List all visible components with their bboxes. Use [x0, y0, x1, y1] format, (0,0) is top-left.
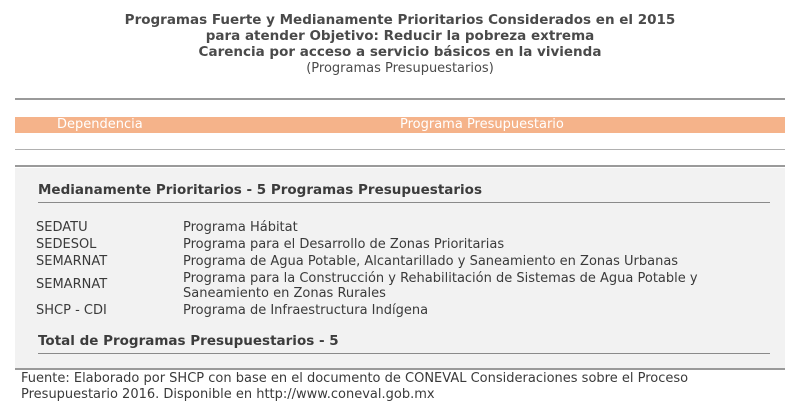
- program-list: [36, 220, 776, 320]
- table-row: [36, 220, 776, 235]
- section-top-divider: [15, 165, 785, 167]
- title-line-3: Carencia por acceso a servicio básicos en la vivienda: [198, 44, 602, 60]
- row-dependencia: SEDATU: [36, 220, 88, 235]
- row-programa: Programa de Agua Potable, Alcantarillado y Saneamiento en Zonas Urbanas: [183, 254, 679, 269]
- header-divider: [15, 149, 785, 150]
- section-panel: [15, 168, 785, 368]
- row-dependencia: SHCP - CDI: [36, 303, 107, 318]
- table-row: [36, 303, 776, 318]
- row-dependencia: SEDESOL: [36, 237, 97, 252]
- title-line-2: para atender Objetivo: Reducir la pobreza extrema: [205, 28, 595, 44]
- row-dependencia: SEMARNAT: [36, 277, 108, 292]
- header-dependencia: Dependencia: [57, 117, 143, 132]
- row-programa: Programa para la Construcción y Rehabilitación de Sistemas de Agua Potable y Saneamiento en Zonas Rurales: [183, 271, 698, 301]
- table-row: [36, 271, 776, 301]
- table-row: [36, 237, 776, 252]
- row-programa: Programa para el Desarrollo de Zonas Prioritarias: [183, 237, 505, 252]
- bottom-divider: [15, 368, 785, 370]
- source-note: Fuente: Elaborado por SHCP con base en el documento de CONEVAL Consideraciones sobre el Proceso Presupuestario 2016. Disponible en http://www.coneval.gob.mx: [21, 371, 689, 402]
- table-header: [15, 117, 785, 133]
- row-programa: Programa de Infraestructura Indígena: [183, 303, 429, 318]
- title-line-1: Programas Fuerte y Medianamente Prioritarios Considerados en el 2015: [124, 12, 676, 28]
- title-subtitle: (Programas Presupuestarios): [306, 61, 494, 76]
- header-programa: Programa Presupuestario: [400, 117, 564, 132]
- row-dependencia: SEMARNAT: [36, 254, 108, 269]
- table-row: [36, 254, 776, 269]
- section-title: Medianamente Prioritarios - 5 Programas Presupuestarios: [38, 182, 770, 203]
- top-divider: [15, 98, 785, 100]
- row-programa: Programa Hábitat: [183, 220, 298, 235]
- title-block: [0, 12, 800, 77]
- total-line: Total de Programas Presupuestarios - 5: [38, 333, 770, 354]
